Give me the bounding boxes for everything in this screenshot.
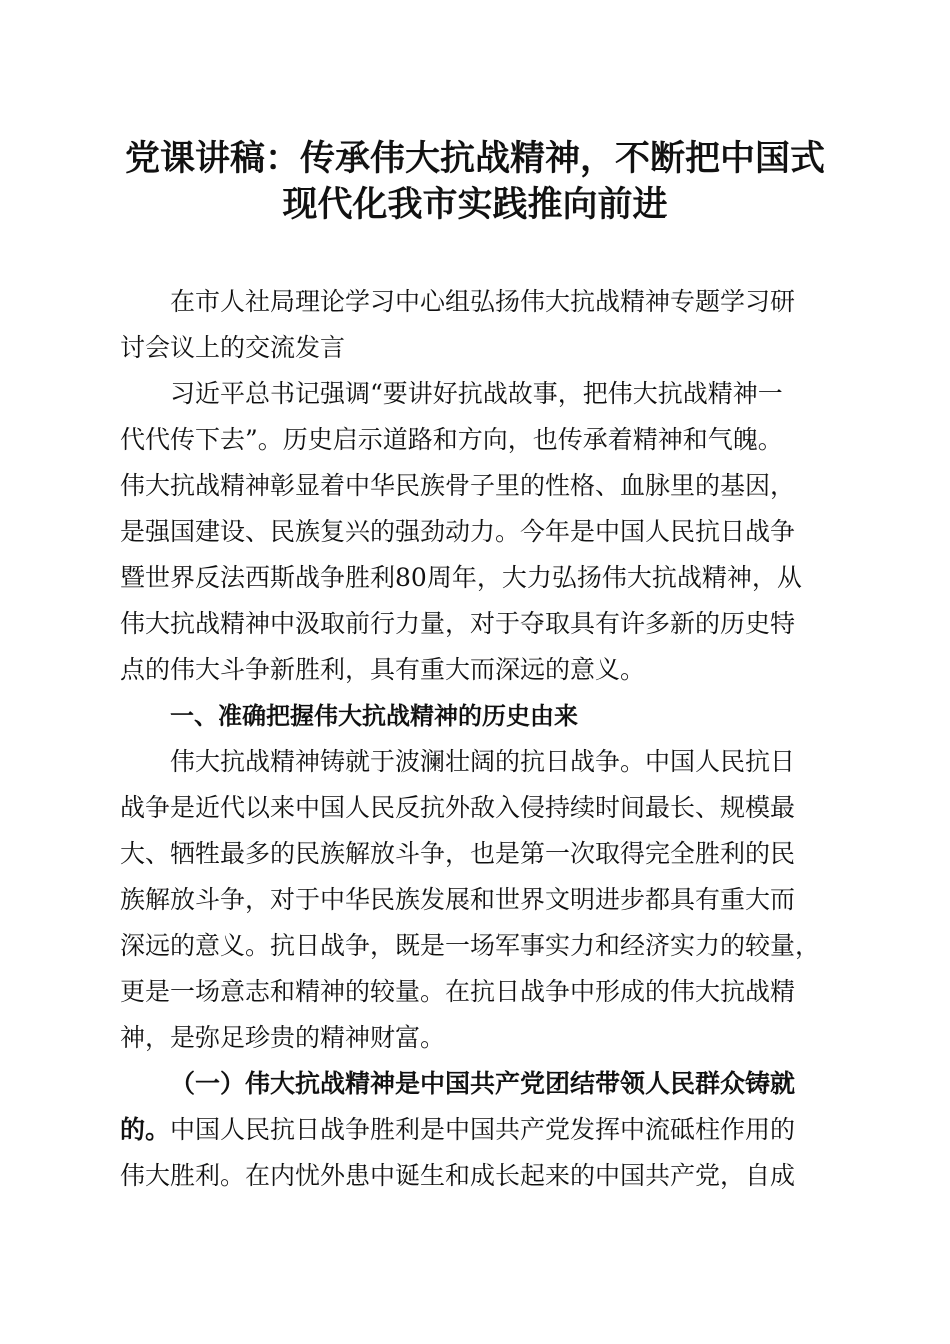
paragraph-2-line-1: 伟大抗战精神铸就于波澜壮阔的抗日战争。中国人民抗日 (170, 747, 796, 776)
section-heading-1: 一、准确把握伟大抗战精神的历史由来 (170, 702, 578, 730)
paragraph-1-line-6: 伟大抗战精神中汲取前行力量，对于夺取具有许多新的历史特 (120, 609, 796, 638)
paragraph-2-line-3: 大、牺牲最多的民族解放斗争，也是第一次取得完全胜利的民 (120, 839, 796, 868)
document-body (120, 279, 832, 1199)
paragraph-1-line-1: 习近平总书记强调“要讲好抗战故事，把伟大抗战精神一 (170, 379, 783, 408)
paragraph-2-line-2: 战争是近代以来中国人民反抗外敌入侵持续时间最长、规模最 (120, 793, 796, 822)
title-line-1: 党课讲稿：传承伟大抗战精神，不断把中国式 (124, 138, 825, 179)
document-title (100, 136, 850, 228)
paragraph-1-line-5: 暨世界反法西斯战争胜利80周年，大力弘扬伟大抗战精神，从 (120, 563, 802, 592)
subheading-1-line-2: 的。 (120, 1115, 171, 1144)
paragraph-1-line-3: 伟大抗战精神彰显着中华民族骨子里的性格、血脉里的基因， (120, 471, 796, 500)
paragraph-2-line-7: 神，是弥足珍贵的精神财富。 (120, 1023, 446, 1052)
subheading-1-line-1: （一）伟大抗战精神是中国共产党团结带领人民群众铸就 (170, 1069, 796, 1098)
paragraph-1-line-4: 是强国建设、民族复兴的强劲动力。今年是中国人民抗日战争 (120, 517, 796, 546)
paragraph-1-line-2: 代代传下去”。历史启示道路和方向，也传承着精神和气魄。 (120, 425, 783, 454)
title-line-2: 现代化我市实践推向前进 (282, 184, 668, 225)
paragraph-2-line-6: 更是一场意志和精神的较量。在抗日战争中形成的伟大抗战精 (120, 977, 796, 1006)
paragraph-3-line-2: 伟大胜利。在内忧外患中诞生和成长起来的中国共产党，自成 (120, 1161, 796, 1190)
paragraph-2-line-4: 族解放斗争，对于中华民族发展和世界文明进步都具有重大而 (120, 885, 796, 914)
paragraph-2-line-5: 深远的意义。抗日战争，既是一场军事实力和经济实力的较量， (120, 931, 821, 960)
paragraph-3-line-1-text: 中国人民抗日战争胜利是中国共产党发挥中流砥柱作用的 (170, 1115, 796, 1144)
subtitle-line-2: 讨会议上的交流发言 (120, 333, 346, 362)
paragraph-3-line-1 (120, 1107, 832, 1153)
subtitle-line-1: 在市人社局理论学习中心组弘扬伟大抗战精神专题学习研 (170, 287, 796, 316)
paragraph-1-line-7: 点的伟大斗争新胜利，具有重大而深远的意义。 (120, 655, 646, 684)
